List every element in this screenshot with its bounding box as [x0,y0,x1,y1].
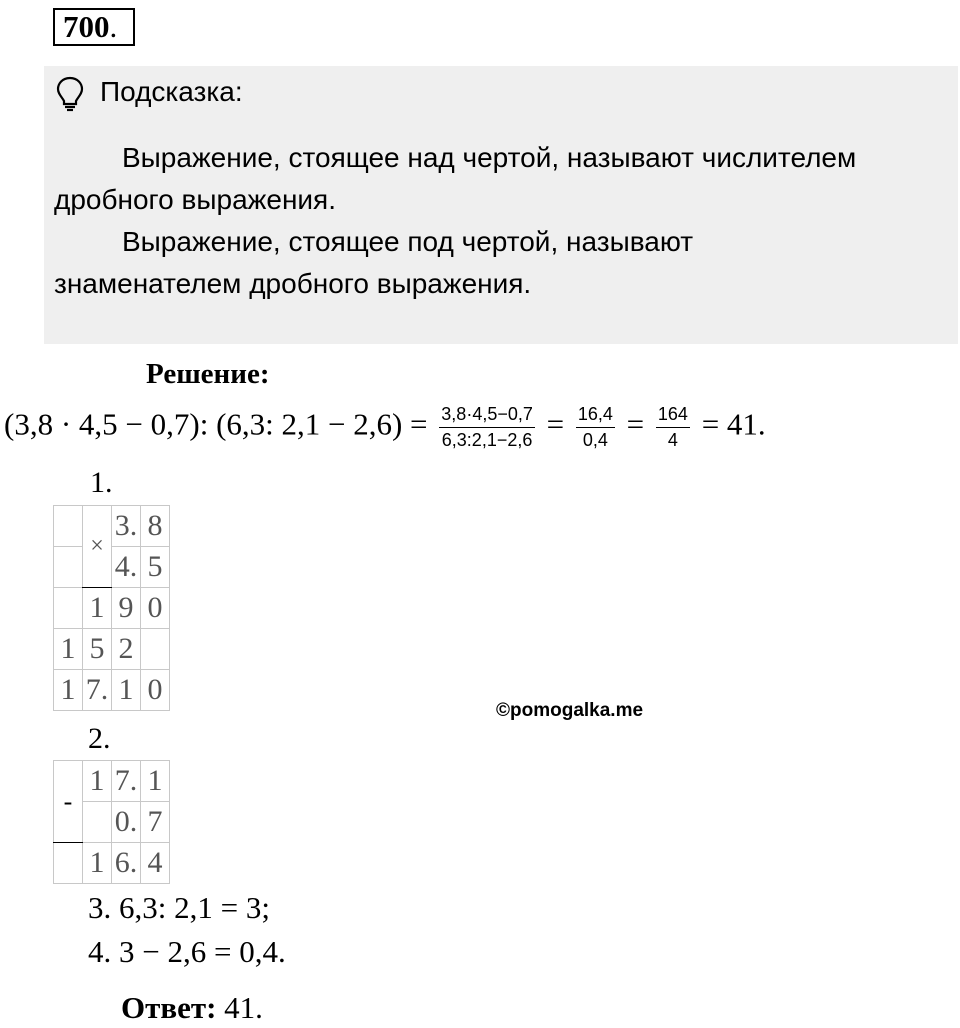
fraction-3-denominator: 4 [667,430,678,450]
fraction-1-denominator: 6,3:2,1−2,6 [441,430,533,450]
fraction-2-numerator: 16,4 [576,404,615,428]
grid-cell [141,629,170,670]
grid-cell: 1 [112,670,141,711]
grid-cell: 7. [83,670,112,711]
grid-cell [83,802,112,843]
fraction-3 [656,404,690,451]
step-4: 4. 3 − 2,6 = 0,4. [88,934,286,969]
hint-line-2: дробного выражения. [54,184,336,215]
answer [121,990,263,1026]
hint-line-3: Выражение, стоящее под чертой, называют [122,226,694,257]
expression-result: = 41. [701,406,766,442]
step-1-label: 1. [90,466,113,499]
answer-value: 41. [224,990,263,1025]
fraction-1-numerator: 3,8·4,5−0,7 [439,404,535,428]
watermark: ©pomogalka.me [496,700,644,721]
grid-cell: 2 [112,629,141,670]
grid-cell: 4. [112,547,141,588]
multiplication-grid [53,505,170,711]
grid-cell: 1 [83,761,112,802]
hint-line-1: Выражение, стоящее над чертой, называют числителем [122,142,857,173]
solution-title: Решение: [146,358,270,390]
grid-cell: 6. [112,843,141,884]
task-number-suffix: . [109,9,118,44]
grid-cell: 1 [83,843,112,884]
grid-cell [54,506,83,547]
grid-cell: 0 [141,588,170,629]
grid-cell: 4 [141,843,170,884]
grid-cell: 1 [83,588,112,629]
grid-cell: 1 [141,761,170,802]
grid-cell [54,547,83,588]
grid-cell: 5 [83,629,112,670]
main-expression [4,404,766,451]
fraction-2 [576,404,615,451]
fraction-1 [439,404,535,451]
grid-cell: 1 [54,670,83,711]
hint-title: Подсказка: [100,76,243,107]
grid-cell: 0. [112,802,141,843]
grid-cell: 1 [54,629,83,670]
subtraction-grid [53,760,170,884]
expression-lhs: (3,8 · 4,5 − 0,7): (6,3: 2,1 − 2,6) = [4,406,428,442]
answer-label: Ответ: [121,990,217,1025]
fraction-2-denominator: 0,4 [582,430,608,450]
grid-cell: 3. [112,506,141,547]
minus-sign: - [54,761,83,843]
hint-line-4: знаменателем дробного выражения. [54,268,532,299]
step-2-label: 2. [88,722,111,755]
grid-cell [54,588,83,629]
grid-cell [54,843,83,884]
grid-cell: 5 [141,547,170,588]
grid-cell: 0 [141,670,170,711]
grid-cell: 7. [112,761,141,802]
task-number-box [53,8,135,46]
grid-cell: 7 [141,802,170,843]
grid-cell: 8 [141,506,170,547]
task-number: 700 [63,9,110,44]
grid-cell: 9 [112,588,141,629]
lightbulb-icon [56,76,84,117]
equals-2: = [626,406,645,442]
fraction-3-numerator: 164 [656,404,690,428]
step-3: 3. 6,3: 2,1 = 3; [88,890,270,925]
equals-1: = [546,406,565,442]
multiply-sign: × [83,506,112,588]
